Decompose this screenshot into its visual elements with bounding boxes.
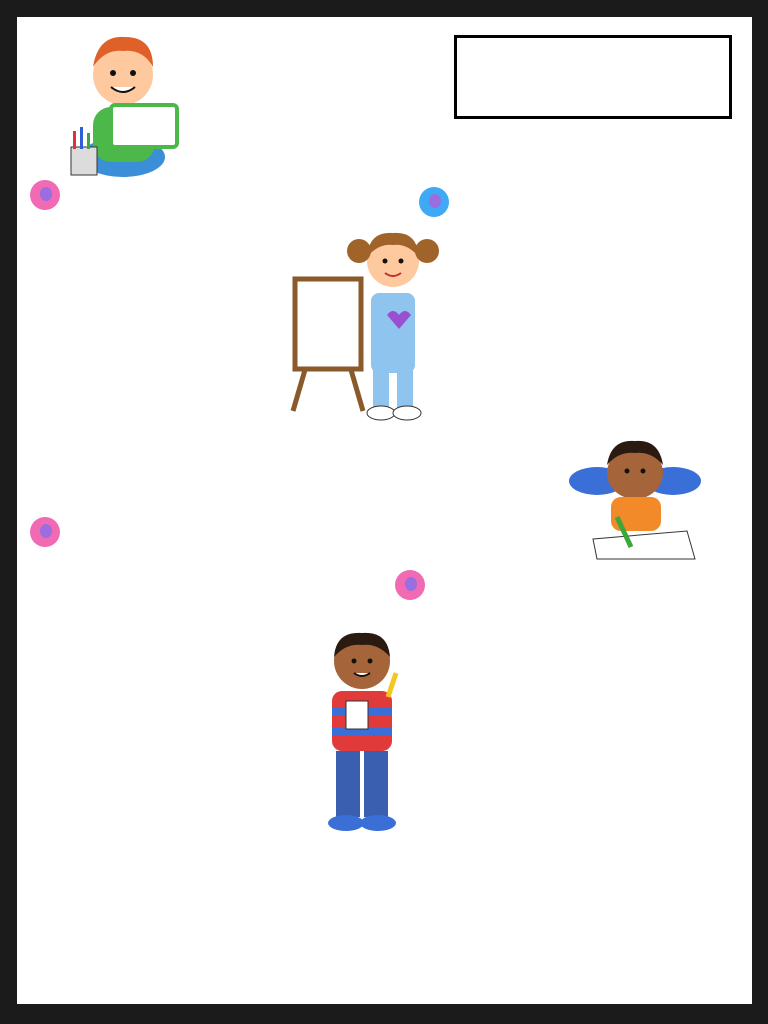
section-4-badge (395, 570, 425, 600)
section-2-badge (419, 187, 449, 217)
section-3-badge (30, 517, 60, 547)
student-info-box (454, 35, 732, 119)
section-4-number (405, 577, 417, 591)
child-writing-illustration (567, 431, 702, 561)
boy-with-notepad-illustration (316, 627, 416, 837)
worksheet-page (17, 17, 752, 1004)
section-1-number (40, 187, 52, 201)
section-1-badge (30, 180, 60, 210)
girl-with-easel-illustration (289, 223, 439, 423)
section-3-number (40, 524, 52, 538)
section-2-number (429, 194, 441, 208)
boy-with-abc-card-illustration (53, 27, 183, 187)
